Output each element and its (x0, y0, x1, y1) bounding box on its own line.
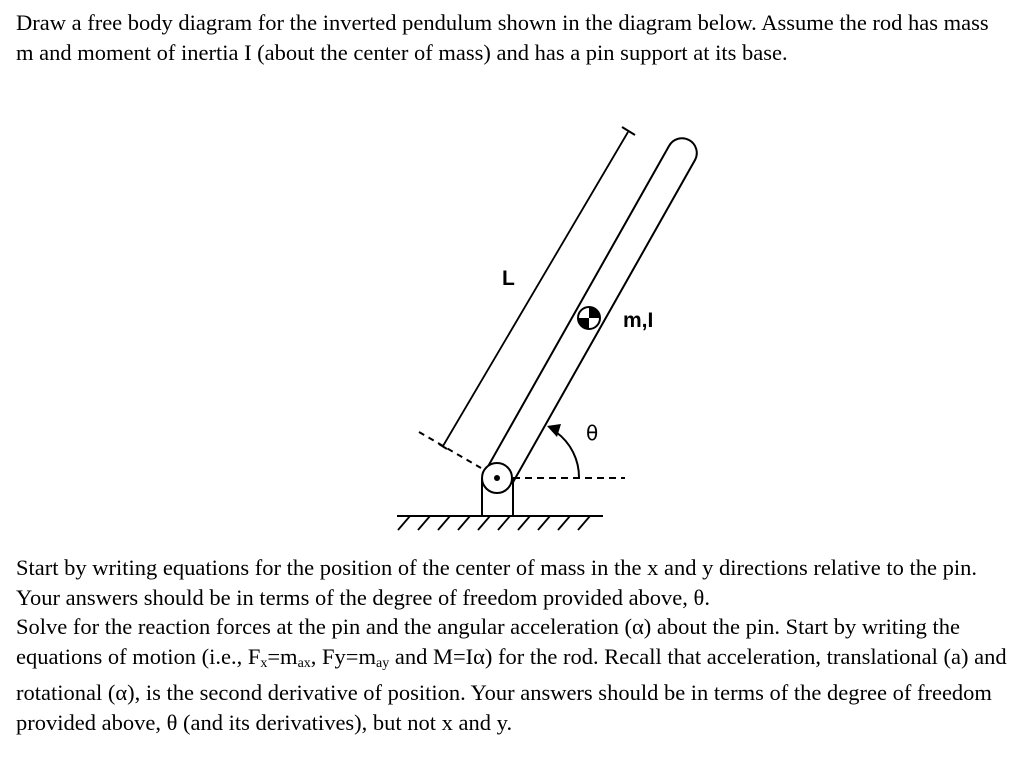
question-2-text-c: , Fy=m (310, 643, 376, 669)
dimension-extension-dashed (419, 432, 481, 468)
question-2-text-d: and M=Iα) for the rod. Recall that acceleration, translational (a) and rotational (α), is the second derivative of position. Your answers should be in terms of the degree of freedom provided above, θ (and its derivatives), but not x and y. (16, 643, 1007, 735)
fx-subscript: x (260, 655, 268, 671)
ay-subscript: ay (376, 655, 390, 671)
length-dimension-line (443, 132, 628, 446)
angle-label: θ (586, 421, 599, 445)
ground-hatching (398, 516, 590, 530)
question-1: Start by writing equations for the position of the center of mass in the x and y directions relative to the pin. Your answers should be in terms of the degree of freedom provided above, θ. (16, 555, 978, 610)
ax-subscript: ax (297, 655, 311, 671)
center-of-mass-icon (578, 307, 600, 329)
question-2 (16, 614, 1007, 735)
question-2-text-a: Solve for the reaction forces at the pin and the angular acceleration (α) about the pin. Start by writing the equations of motion (i.e., F (16, 614, 960, 669)
problem-questions (16, 553, 1011, 737)
problem-intro: Draw a free body diagram for the inverted pendulum shown in the diagram below. Assume the rod has mass m and moment of inertia I (about the center of mass) and has a pin support at its base. (16, 10, 989, 65)
question-2-text-b: =m (267, 643, 298, 669)
theta-arc-arrow (556, 432, 579, 478)
mass-inertia-label: m,I (623, 309, 654, 332)
length-label: L (502, 267, 515, 290)
